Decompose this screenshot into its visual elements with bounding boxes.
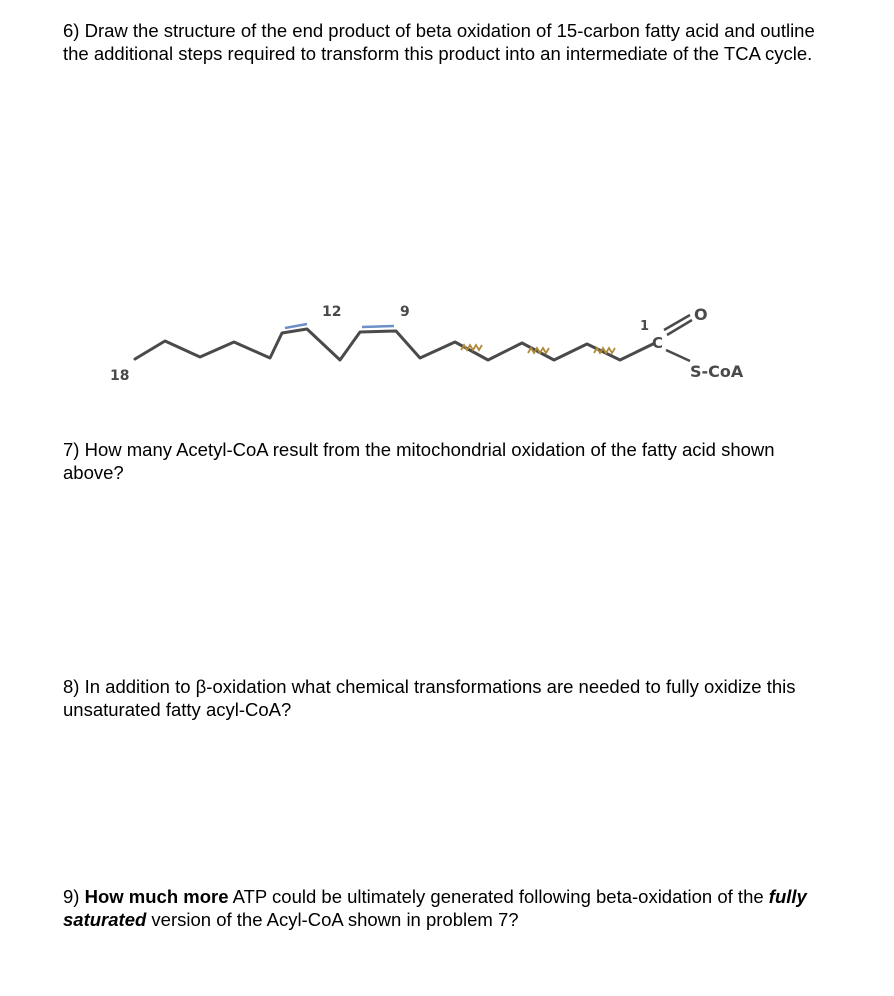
question-7: 7) How many Acetyl-CoA result from the mitochondrial oxidation of the fatty acid shown above? (63, 439, 775, 483)
question-8: 8) In addition to β-oxidation what chemical transformations are needed to fully oxidize this unsaturated fatty acyl-CoA? (63, 676, 796, 720)
label-c1: 1 (640, 319, 650, 334)
q9-emphasis-saturated: fully saturated (63, 886, 807, 930)
double-bond-9 (362, 326, 394, 327)
question-6: 6) Draw the structure of the end product of beta oxidation of 15-carbon fatty acid and outline the additional steps required to transform this product into an intermediate of the TCA cycle. (63, 20, 815, 64)
q9-prefix: 9) (63, 886, 85, 907)
coa-group: S-CoA (690, 362, 744, 381)
question-9 (63, 885, 833, 931)
atom-o: O (694, 305, 708, 324)
q9-suffix: version of the Acyl-CoA shown in problem 7? (146, 909, 519, 930)
atom-c: C (652, 334, 664, 352)
label-c12: 12 (322, 304, 342, 320)
label-c18: 18 (110, 368, 130, 384)
double-bond-12 (285, 324, 307, 328)
fatty-acyl-coa-structure (0, 290, 894, 400)
thioester-bond (666, 350, 690, 361)
carbon-chain (135, 329, 653, 360)
label-c9: 9 (400, 304, 410, 320)
q9-middle: ATP could be ultimately generated following beta-oxidation of the (228, 886, 769, 907)
q9-emphasis-more: How much more (84, 886, 229, 907)
